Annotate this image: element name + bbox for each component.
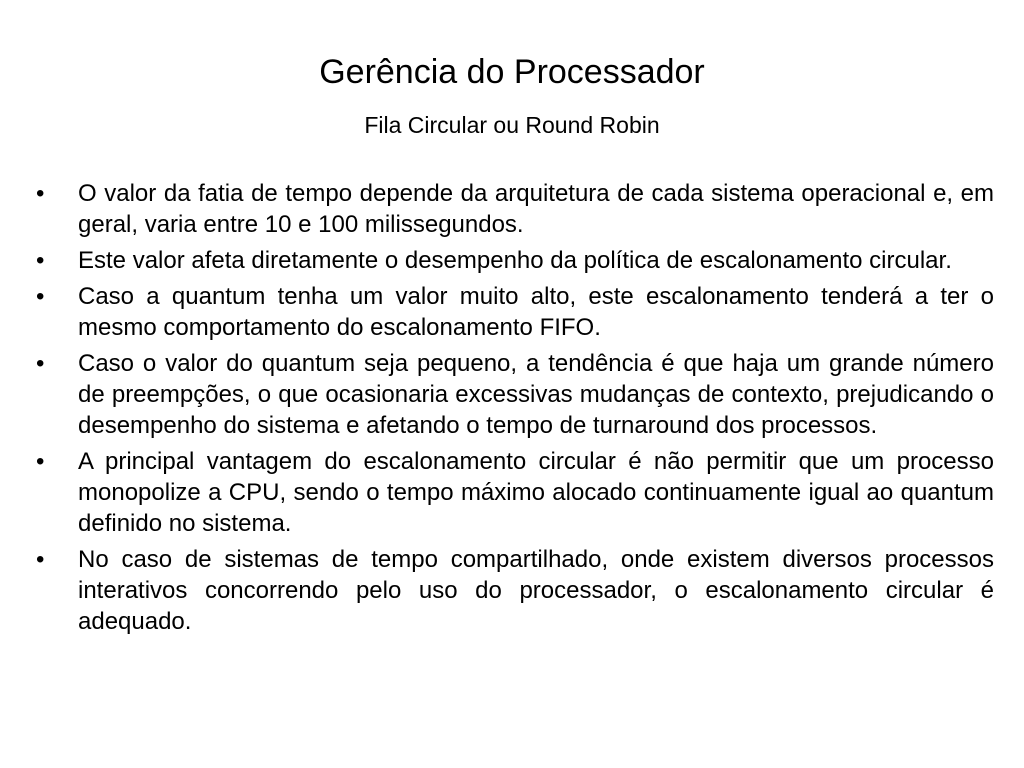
bullet-icon: • — [36, 350, 45, 377]
bullet-item — [28, 446, 994, 539]
bullet-text: No caso de sistemas de tempo compartilhado, onde existem diversos processos interativos concorrendo pelo uso do processador, o escalonamento circular é adequado. — [78, 546, 994, 635]
slide-title: Gerência do Processador — [319, 53, 705, 91]
bullet-icon: • — [36, 546, 45, 573]
bullet-text: Caso o valor do quantum seja pequeno, a tendência é que haja um grande número de preempções, o que ocasionaria excessivas mudanças de contexto, prejudicando o desempenho do sistema e afetando o tempo de turnaround dos processos. — [78, 350, 994, 439]
bullet-item — [28, 281, 994, 343]
bullet-text: Este valor afeta diretamente o desempenho da política de escalonamento circular. — [78, 247, 952, 274]
bullet-icon: • — [36, 180, 45, 207]
bullet-list — [28, 178, 994, 642]
bullet-item — [28, 544, 994, 637]
slide-subtitle: Fila Circular ou Round Robin — [364, 112, 660, 138]
bullet-icon: • — [36, 448, 45, 475]
bullet-icon: • — [36, 247, 45, 274]
bullet-icon: • — [36, 283, 45, 310]
bullet-item — [28, 245, 994, 276]
bullet-text: A principal vantagem do escalonamento circular é não permitir que um processo monopolize a CPU, sendo o tempo máximo alocado continuamente igual ao quantum definido no sistema. — [78, 448, 994, 537]
bullet-text: Caso a quantum tenha um valor muito alto, este escalonamento tenderá a ter o mesmo comportamento do escalonamento FIFO. — [78, 283, 994, 341]
bullet-item — [28, 348, 994, 441]
bullet-item — [28, 178, 994, 240]
bullet-text: O valor da fatia de tempo depende da arquitetura de cada sistema operacional e, em geral, varia entre 10 e 100 milissegundos. — [78, 180, 994, 238]
